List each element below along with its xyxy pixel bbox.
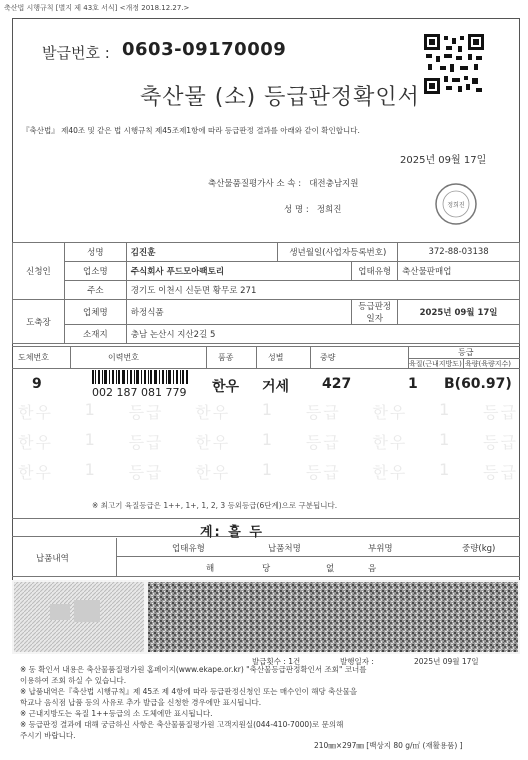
grader-name: 정희진 [316,205,342,215]
footnote-line: ※ 근내지방도는 육질 1++등급의 소 도체에만 표시됩니다. [20,709,213,718]
delivery-header-part: 부위명 [368,544,393,554]
delivery-value-2: 당 [262,564,271,574]
footnotes [20,664,367,741]
grade-scale-note: ※ 최고기 육질등급은 1++, 1+, 1, 2, 3 등외등급(6단계)으로 구분됩니다. [92,501,338,510]
issue-number-label: 발급번호 : [42,44,110,62]
footnote-line: ※ 납품내역은『축산법 시행규칙』제 45조 제 4항에 따라 등급판정신청인 또는 매수인이 해당 축산물을 [20,687,358,696]
col-header-yield: 육량(육량지수) [465,360,512,368]
applicant-biztype: 축산물판매업 [398,262,520,281]
applicant-bizno: 372-88-03138 [398,243,520,262]
footnote-line: ※ 등급판정 결과에 대해 궁금하신 사항은 축산물품질평가원 고객지원실(044-410-7000)로 문의해 [20,720,344,729]
slaughterhouse-location: 충남 논산시 지산2길 5 [126,325,519,344]
col-header-grade: 등급 [458,348,474,357]
legal-basis-text: 『축산법』 제40조 및 같은 법 시행규칙 제45조제1항에 따라 등급판정 결과를 아래와 같이 확인합니다. [22,126,360,135]
grader-affiliation [208,177,358,189]
applicant-address-label: 주소 [64,281,126,300]
yield-grade-value: B(60.97) [444,376,512,392]
issue-count: 발급횟수 : 1건 [252,657,301,666]
footnote-line: 학교나 음식점 납품 등의 사유로 추가 발급을 신청한 경우에만 표시됩니다. [20,698,262,707]
delivery-section-label: 납품내역 [36,554,69,564]
applicant-name-label: 성명 [64,243,126,262]
official-seal-stamp [434,182,478,226]
footnote-line: ※ 동 확인서 내용은 축산물품질평가원 홈페이지(www.ekape.or.kr) "축산물등급판정확인서 조회" 코너를 [20,665,367,674]
grading-date: 2025년 09월 17일 [398,300,520,325]
delivery-value-3: 없 [326,564,335,574]
form-header: 축산법 시행규칙 [별지 제 43호 서식] <개정 2018.12.27.> [4,4,190,12]
delivery-value-4: 음 [368,564,377,574]
delivery-header-biztype: 업태유형 [172,544,205,554]
weight-value: 427 [322,376,352,392]
grader-name-line [284,203,341,215]
issue-date-bottom: 2025년 09월 17일 [414,657,479,666]
applicant-section-label: 신청인 [13,243,65,300]
issue-date-bottom-label: 발행일자 : [340,657,374,666]
col-header-sex: 성별 [268,353,284,362]
slaughterhouse-name: 하정식품 [126,300,351,325]
trace-number: 002 187 081 779 [92,386,187,399]
document-title: 축산물 (소) 등급판정확인서 [140,85,420,110]
footnote-line: 이용하여 조회 하실 수 있습니다. [20,676,127,685]
applicant-name: 김진훈 [126,243,278,262]
applicant-info-table [12,242,520,344]
carcass-no: 9 [32,376,42,392]
col-header-breed: 품종 [218,353,234,362]
issue-number: 0603-09170009 [122,39,287,60]
ghost-row: 한우 1 등급 한우 1 등급 한우 1 등급 [18,430,518,452]
applicant-bizno-label: 생년월일(사업자등록번호) [278,243,398,262]
col-header-weight: 중량 [320,353,336,362]
slaughterhouse-location-label: 소재지 [64,325,126,344]
ghost-row: 한우 1 등급 한우 1 등급 한우 1 등급 [18,460,518,482]
breed-value: 한우 [212,379,240,395]
ghost-watermark-rows [18,400,518,490]
applicant-company-label: 업소명 [64,262,126,281]
grader-affiliation-label: 축산물품질평가사 소 속 : [208,179,302,189]
seal-name: 정희진 [447,202,465,209]
col-header-carcass-no: 도체번호 [18,353,49,362]
delivery-value-1: 해 [206,564,215,574]
grading-date-label: 등급판정일자 [352,300,398,325]
trace-barcode-image [92,370,188,384]
ghost-row: 한우 1 등급 한우 1 등급 한우 1 등급 [18,400,518,422]
applicant-address: 경기도 이천시 신둔면 황무로 271 [126,281,519,300]
quality-grade-value: 1 [408,376,418,392]
delivery-header-recipient: 납품처명 [268,544,301,554]
total-count: 계: 흘 두 [200,525,264,540]
col-header-trace-no: 이력번호 [108,353,139,362]
sex-value: 거세 [262,379,290,395]
footnote-line: 주시기 바랍니다. [20,731,76,740]
paper-size-note: 210㎜×297㎜ [백상지 80 g/㎡ (재활용품) ] [314,741,463,750]
security-pattern-image [12,580,520,654]
qr-code-image [424,34,484,94]
grader-name-label: 성 명 : [284,205,309,215]
col-header-quality: 육질(근내지방도) [409,360,462,368]
issue-date: 2025년 09월 17일 [400,155,487,166]
applicant-company: 주식회사 푸드모아팩토리 [126,262,351,281]
slaughterhouse-section-label: 도축장 [13,300,65,344]
grader-office: 대전충남지원 [309,179,359,189]
slaughterhouse-name-label: 업체명 [64,300,126,325]
delivery-header-weight: 중량(kg) [462,544,496,554]
applicant-biztype-label: 업태유형 [352,262,398,281]
